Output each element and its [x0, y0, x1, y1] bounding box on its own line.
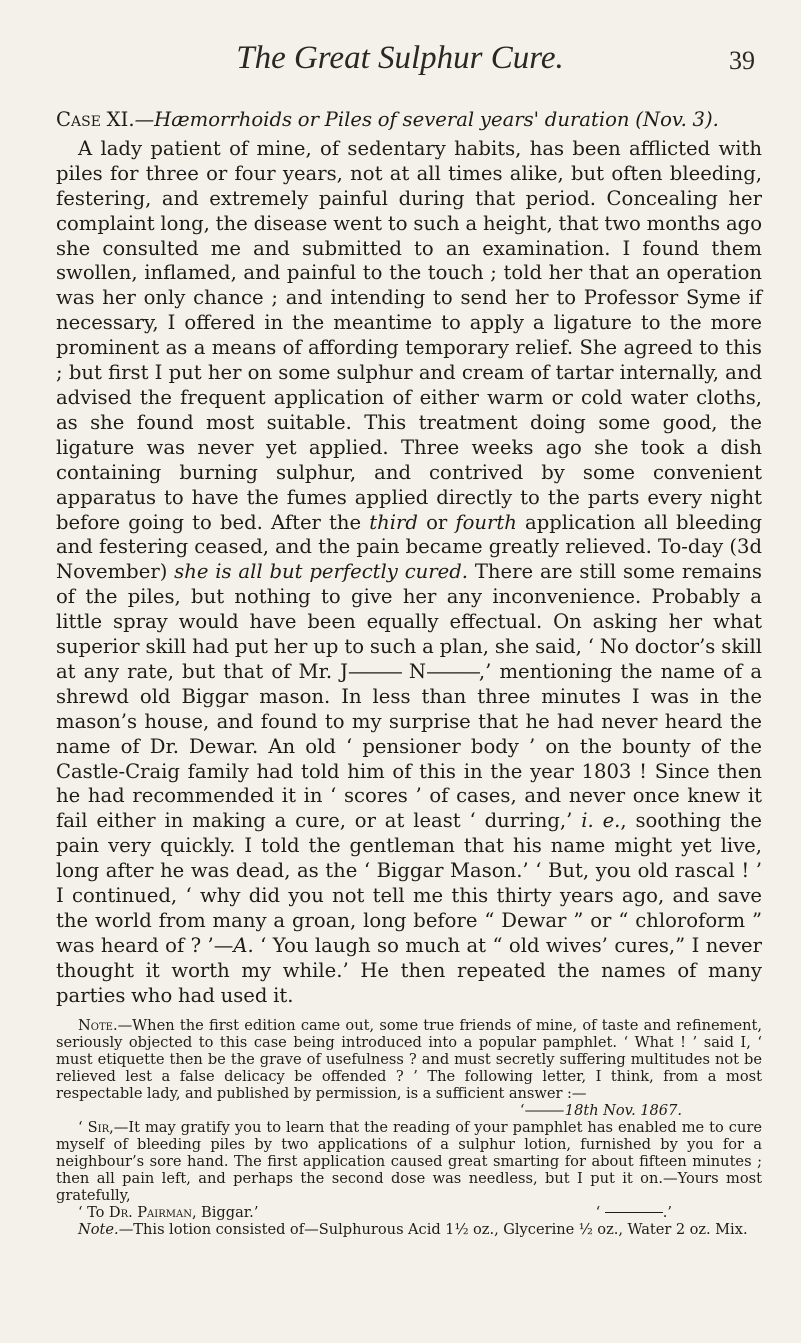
- main-text: [56, 108, 762, 1238]
- addressee: ‘ To Dr. Pairman, Biggar.’: [78, 1203, 259, 1221]
- case-heading: [56, 108, 762, 133]
- case-title: —Hæmorrhoids or Piles of several years' duration (Nov. 3).: [134, 108, 719, 131]
- note-paragraph: Note.—When the first edition came out, some true friends of mine, of taste and refinement, seriously objected to this case being introduced into a popular pamphlet. ‘ What ! ’ said I, ‘ must etiquette then be the grave of usefulness ? and must secretly suffering multitudes not be relieved lest a false delicacy be offended ? ’ The following letter, I think, from a most respectable lady, and published by permission, is a sufficient answer :—: [56, 1016, 762, 1102]
- running-title: The Great Sulphur Cure.: [236, 40, 564, 76]
- name-dash: ———: [348, 659, 401, 683]
- letter-closing: [56, 1204, 762, 1221]
- case-number: Case XI.: [56, 108, 135, 131]
- case-paragraph: A lady patient of mine, of sedentary habits, has been afflicted with piles for three or four years, not at all times alike, but often bleeding, festering, and extremely painful during that period. Concealing her complaint long, the disease went to such a height, that two months ago she consulted me and submitted to an examination. I found them swollen, inflamed, and painful to the touch ; told her that an operation was her only chance ; and intending to send her to Professor Syme if necessary, I offered in the meantime to apply a ligature to the more prominent as a means of affording temporary relief. She agreed to this ; but first I put her on some sulphur and cream of tartar internally, and advised the frequent application of either warm or cold water cloths, as she found most suitable. This treatment doing some good, the ligature was never yet applied. Three weeks ago she took a dish containing burning sulphur, and contrived by some convenient apparatus to have the fumes applied directly to the parts every night before going to bed. After the third or fourth application all bleeding and festering ceased, and the pain became greatly relieved. To-day (3d November) she is all but perfectly cured. There are still some remains of the piles, but nothing to give her any inconvenience. Probably a little spray would have been equally effectual. On asking her what superior skill had put her up to such a plan, she said, ‘ No doctor’s skill at any rate, but that of Mr. J——— N———,’ mentioning the name of a shrewd old Biggar mason. In less than three minutes I was in the mason’s house, and found to my surprise that he had never heard the name of Dr. Dewar. An old ‘ pensioner body ’ on the bounty of the Castle-Craig family had told him of this in the year 1803 ! Since then he had recommended it in ‘ scores ’ of cases, and never once knew it fail either in making a cure, or at least ‘ durring,’ i. e., soothing the pain very quickly. I told the gentleman that his name might yet live, long after he was dead, as the ‘ Biggar Mason.’ ‘ But, you old rascal ! ’ I continued, ‘ why did you not tell me this thirty years ago, and save the world from many a groan, long before “ Dewar ” or “ chloroform ” was heard of ? ’—A. ‘ You laugh so much at “ old wives’ cures,” I never thought it worth my while.’ He then repeated the names of many parties who had used it.: [56, 136, 763, 1007]
- letter-body: ‘ Sir,—It may gratify you to learn that the reading of your pamphlet has enabled me to cure myself of bleeding piles by two applications of a sulphur lotion, furnished by you for a neighbour’s sore hand. The first application caused great smarting for about fifteen minutes ; then all pain left, and perhaps the second dose was needless, but I put it on.—Yours most gratefully,: [56, 1118, 762, 1204]
- name-dash: ———: [426, 659, 479, 683]
- letter-date: ‘——— 18th Nov. 1867.: [519, 1101, 682, 1119]
- signature-blank: [605, 1212, 663, 1213]
- footnote: Note.—This lotion consisted of—Sulphurous Acid 1½ oz., Glycerine ½ oz., Water 2 oz. Mix.: [78, 1220, 748, 1238]
- running-head: [0, 40, 801, 80]
- signature: ‘ .’: [595, 1203, 672, 1221]
- page-number: 39: [729, 46, 755, 75]
- note-section: [56, 1017, 762, 1238]
